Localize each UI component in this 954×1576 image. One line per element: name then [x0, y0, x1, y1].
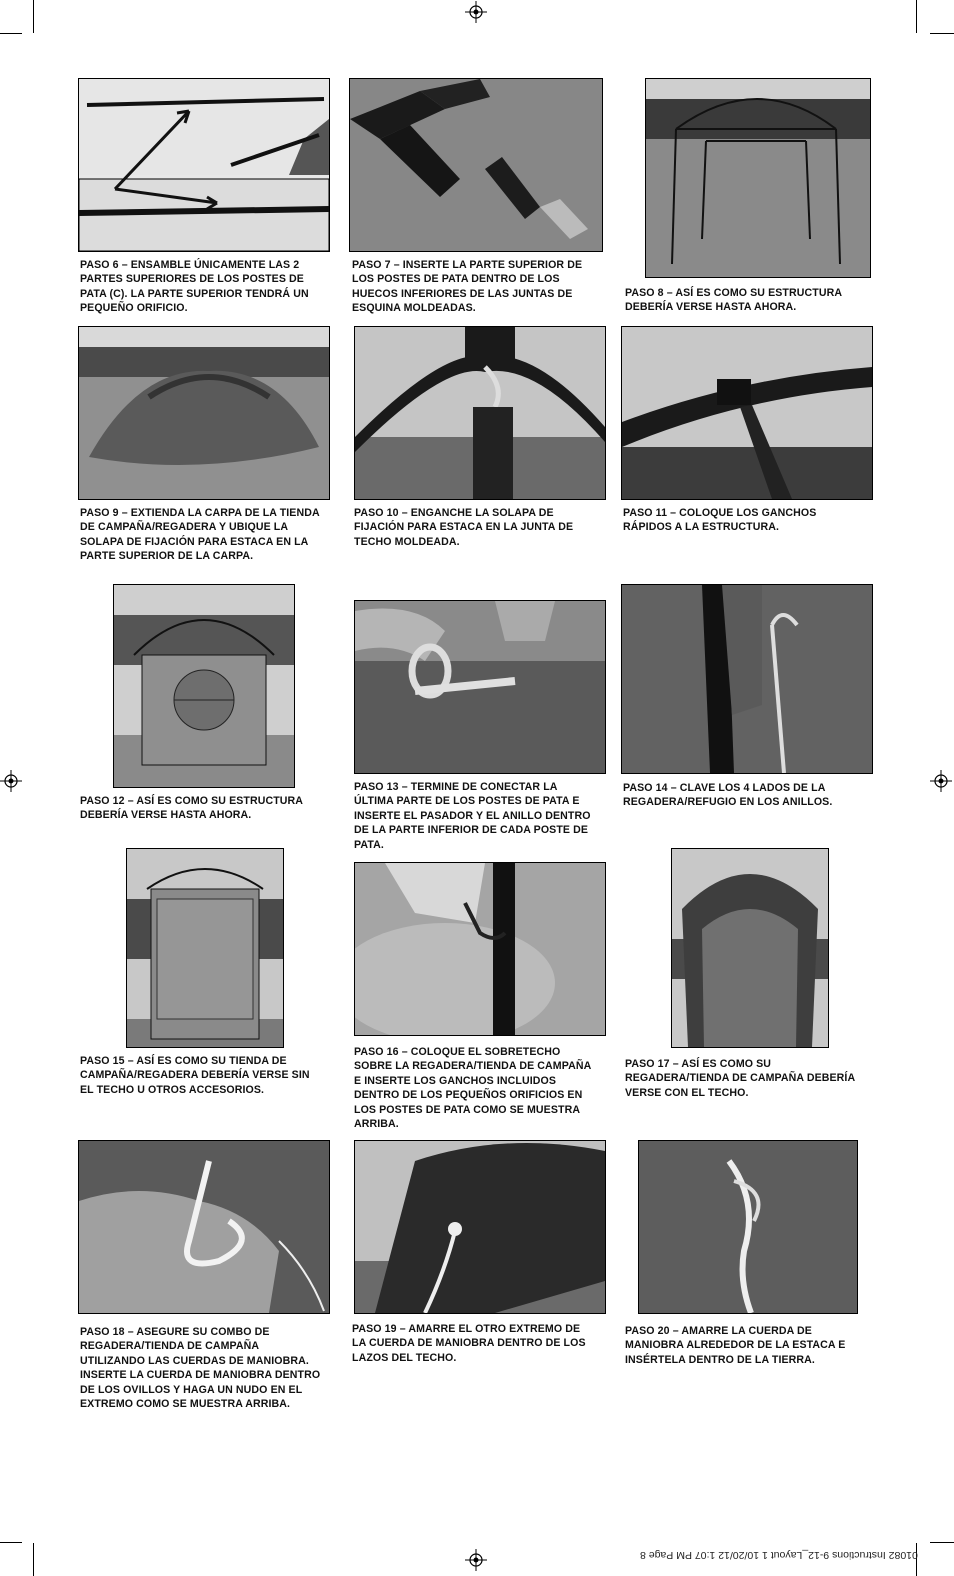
step-caption: PASO 18 – ASEGURE SU COMBO DE REGADERA/TIENDA DE CAMPAÑA UTILIZANDO LAS CUERDAS DE MANIOBRA. INSERTE LA CUERDA DE MANIOBRA DENTRO DE LOS OVILLOS Y HAGA UN NUDO EN EL EXTREMO COMO SE MUESTRA ARRIBA.	[80, 1326, 321, 1411]
hook-joint-photo	[354, 326, 606, 500]
step-caption: PASO 6 – ENSAMBLE ÚNICAMENTE LAS 2 PARTES SUPERIORES DE LOS POSTES DE PATA (C). LA PARTE SUPERIOR TENDRÁ UN PEQUEÑO ORIFICIO.	[80, 259, 309, 315]
step-caption: PASO 16 – COLOQUE EL SOBRETECHO SOBRE LA REGADERA/TIENDA DE CAMPAÑA E INSERTE LOS GANCHOS INCLUIDOS DENTRO DE LOS PEQUEÑOS ORIFICIOS EN LOS POSTES DE PATA COMO SE MUESTRA ARRIBA.	[354, 1046, 591, 1131]
step-caption: PASO 8 – ASÍ ES COMO SU ESTRUCTURA DEBERÍA VERSE HASTA AHORA.	[625, 287, 842, 314]
roof-loop-photo	[354, 1140, 606, 1314]
tent-with-roof-photo	[671, 848, 829, 1048]
crop-mark	[33, 0, 34, 33]
step-caption: PASO 10 – ENGANCHE LA SOLAPA DE FIJACIÓN PARA ESTACA EN LA JUNTA DE TECHO MOLDEADA.	[354, 507, 574, 548]
crop-mark	[916, 0, 917, 33]
tent-on-frame-photo	[113, 584, 295, 788]
crop-mark	[930, 33, 954, 34]
tent-without-roof-photo	[126, 848, 284, 1048]
step-caption: PASO 12 – ASÍ ES COMO SU ESTRUCTURA DEBERÍA VERSE HASTA AHORA.	[80, 795, 303, 822]
crop-mark	[33, 1543, 34, 1576]
registration-mark-icon	[930, 770, 952, 792]
spread-canopy-photo	[78, 326, 330, 500]
stake-photo	[621, 584, 873, 774]
print-slug: 01082 Instructions 9-12_Layout 1 10/20/12 1:07 PM Page 8	[640, 1549, 918, 1561]
frame-photo	[645, 78, 871, 278]
step-caption: PASO 15 – ASÍ ES COMO SU TIENDA DE CAMPAÑA/REGADERA DEBERÍA VERSE SIN EL TECHO U OTROS ACCESORIOS.	[80, 1055, 310, 1096]
step-caption: PASO 7 – INSERTE LA PARTE SUPERIOR DE LOS POSTES DE PATA DENTRO DE LOS HUECOS INFERIORES DE LAS JUNTAS DE ESQUINA MOLDEADAS.	[352, 259, 583, 315]
poles-assembly-photo	[78, 78, 330, 252]
rope-hand-photo	[78, 1140, 330, 1314]
pin-ring-photo	[354, 600, 606, 774]
hook-pole-photo	[354, 862, 606, 1036]
step-caption: PASO 14 – CLAVE LOS 4 LADOS DE LA REGADERA/REFUGIO EN LOS ANILLOS.	[623, 782, 833, 809]
step-caption: PASO 9 – EXTIENDA LA CARPA DE LA TIENDA DE CAMPAÑA/REGADERA Y UBIQUE LA SOLAPA DE FIJACIÓN PARA ESTACA EN LA PARTE SUPERIOR DE LA CARPA.	[80, 507, 320, 563]
quick-clips-photo	[621, 326, 873, 500]
crop-mark	[930, 1542, 954, 1543]
crop-mark	[0, 1542, 22, 1543]
registration-mark-icon	[465, 1549, 487, 1571]
rope-stake-photo	[638, 1140, 858, 1314]
crop-mark	[0, 33, 22, 34]
step-caption: PASO 13 – TERMINE DE CONECTAR LA ÚLTIMA PARTE DE LOS POSTES DE PATA E INSERTE EL PASADOR Y EL ANILLO DENTRO DE LA PARTE INFERIOR DE CADA POSTE DE PATA.	[354, 781, 591, 851]
corner-joint-photo	[349, 78, 603, 252]
registration-mark-icon	[0, 770, 22, 792]
step-caption: PASO 17 – ASÍ ES COMO SU REGADERA/TIENDA DE CAMPAÑA DEBERÍA VERSE CON EL TECHO.	[625, 1058, 855, 1099]
registration-mark-icon	[465, 1, 487, 23]
step-caption: PASO 20 – AMARRE LA CUERDA DE MANIOBRA ALREDEDOR DE LA ESTACA E INSÉRTELA DENTRO DE LA TIERRA.	[625, 1325, 846, 1366]
step-caption: PASO 19 – AMARRE EL OTRO EXTREMO DE LA CUERDA DE MANIOBRA DENTRO DE LOS LAZOS DEL TECHO.	[352, 1323, 586, 1364]
step-caption: PASO 11 – COLOQUE LOS GANCHOS RÁPIDOS A LA ESTRUCTURA.	[623, 507, 817, 534]
